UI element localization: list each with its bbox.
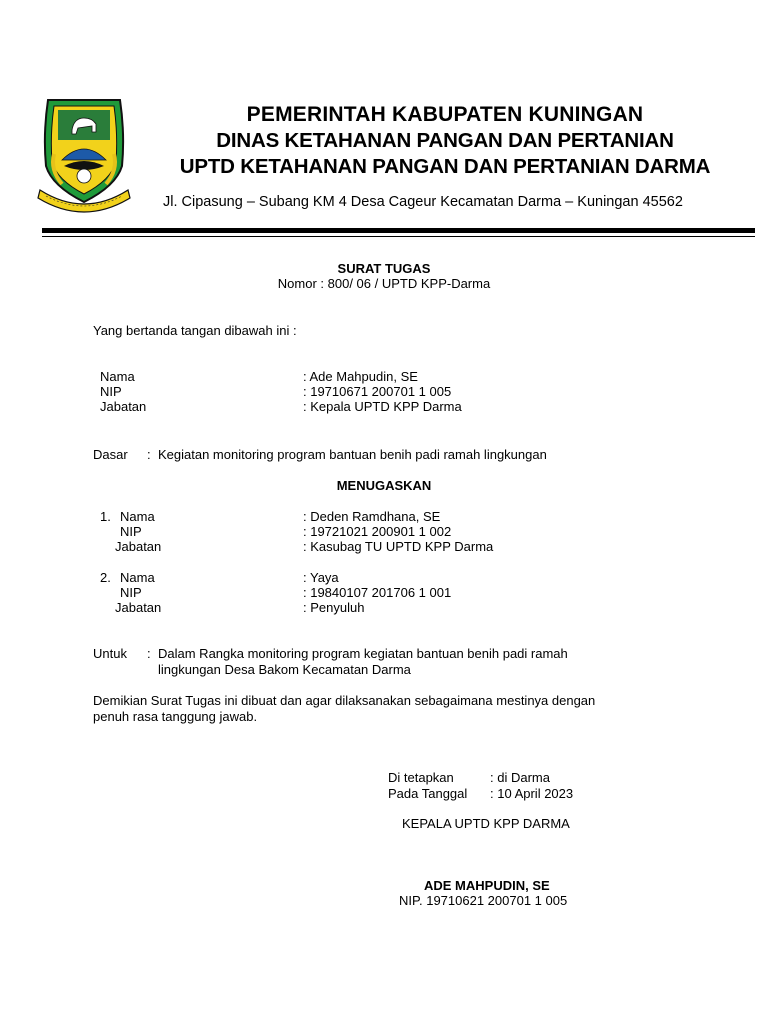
assignee-2-jabatan-value: : Penyuluh bbox=[303, 600, 365, 615]
assignee-2-jabatan-label: Jabatan bbox=[115, 600, 162, 615]
place-label: Di tetapkan bbox=[388, 770, 454, 785]
untuk-colon: : bbox=[147, 646, 151, 661]
dasar-colon: : bbox=[147, 447, 151, 462]
dasar-label: Dasar bbox=[93, 447, 128, 462]
letterhead-divider-thin bbox=[42, 236, 755, 237]
signer-jabatan-label: Jabatan bbox=[100, 399, 147, 414]
assignee-2-nip-label: NIP bbox=[120, 585, 142, 600]
assignee-2-number: 2. bbox=[100, 570, 111, 585]
untuk-label: Untuk bbox=[93, 646, 127, 661]
assignee-1-number: 1. bbox=[100, 509, 111, 524]
place-value: : di Darma bbox=[490, 770, 550, 785]
assignee-2-nip-value: : 19840107 201706 1 001 bbox=[303, 585, 452, 600]
date-value: : 10 April 2023 bbox=[490, 786, 574, 801]
document-number: Nomor : 800/ 06 / UPTD KPP-Darma bbox=[277, 276, 491, 291]
untuk-text-line-1: Dalam Rangka monitoring program kegiatan bantuan benih padi ramah bbox=[158, 646, 568, 661]
document-title: SURAT TUGAS bbox=[337, 261, 431, 276]
assignee-2-name-value: : Yaya bbox=[303, 570, 339, 585]
assignee-1-nip-label: NIP bbox=[120, 524, 142, 539]
signer-jabatan-value: : Kepala UPTD KPP Darma bbox=[303, 399, 462, 414]
signer-nip-label: NIP bbox=[100, 384, 122, 399]
assignee-1-nip-value: : 19721021 200901 1 002 bbox=[303, 524, 452, 539]
signer-nip: NIP. 19710621 200701 1 005 bbox=[399, 893, 568, 908]
signer-nip-value: : 19710671 200701 1 005 bbox=[303, 384, 452, 399]
assignee-2-name-label: Nama bbox=[120, 570, 155, 585]
assignee-1-jabatan-value: : Kasubag TU UPTD KPP Darma bbox=[303, 539, 494, 554]
letterhead-line-1: PEMERINTAH KABUPATEN KUNINGAN bbox=[246, 103, 644, 126]
regency-logo-icon bbox=[34, 94, 134, 214]
letterhead-address: Jl. Cipasung – Subang KM 4 Desa Cageur Kecamatan Darma – Kuningan 45562 bbox=[163, 194, 683, 210]
menugaskan-heading: MENUGASKAN bbox=[336, 478, 432, 493]
letterhead-line-2: DINAS KETAHANAN PANGAN DAN PERTANIAN bbox=[216, 129, 674, 152]
assignee-1-jabatan-label: Jabatan bbox=[115, 539, 162, 554]
closing-line-2: penuh rasa tanggung jawab. bbox=[93, 709, 258, 724]
intro-text: Yang bertanda tangan dibawah ini : bbox=[93, 323, 297, 338]
signer-name-value: : Ade Mahpudin, SE bbox=[303, 369, 418, 384]
signer-position: KEPALA UPTD KPP DARMA bbox=[402, 816, 570, 831]
assignee-1-name-value: : Deden Ramdhana, SE bbox=[303, 509, 441, 524]
date-label: Pada Tanggal bbox=[388, 786, 468, 801]
signer-name: ADE MAHPUDIN, SE bbox=[424, 878, 550, 893]
untuk-text-line-2: lingkungan Desa Bakom Kecamatan Darma bbox=[158, 662, 411, 677]
signer-name-label: Nama bbox=[100, 369, 135, 384]
dasar-text: Kegiatan monitoring program bantuan benih padi ramah lingkungan bbox=[158, 447, 547, 462]
closing-line-1: Demikian Surat Tugas ini dibuat dan agar dilaksanakan sebagaimana mestinya dengan bbox=[93, 693, 596, 708]
letterhead-line-3: UPTD KETAHANAN PANGAN DAN PERTANIAN DARMA bbox=[179, 155, 711, 178]
letterhead-divider-thick bbox=[42, 228, 755, 233]
assignee-1-name-label: Nama bbox=[120, 509, 155, 524]
